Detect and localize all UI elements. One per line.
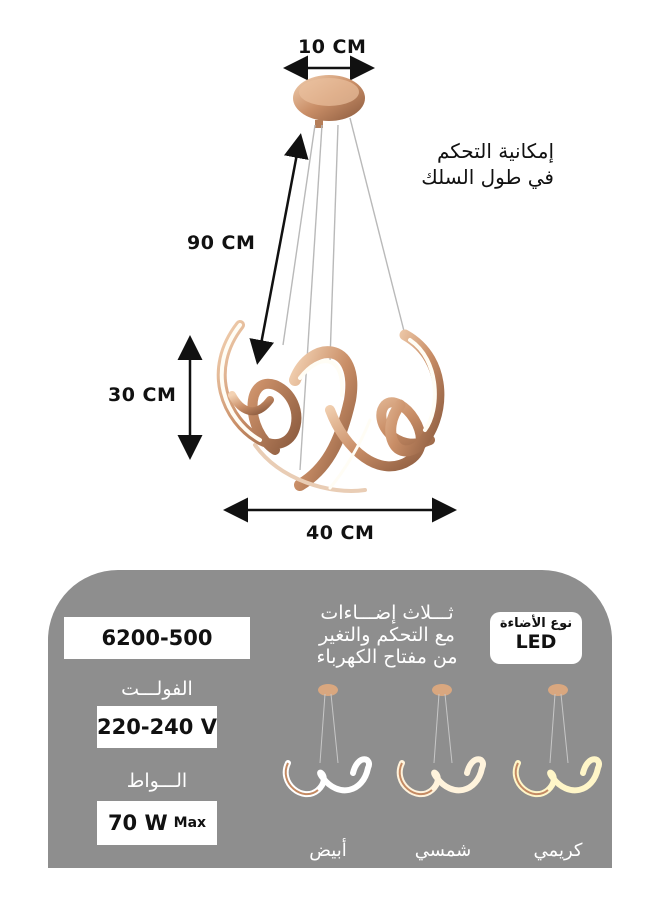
lighting-type-label: نوع الأضاءة	[499, 616, 573, 631]
diameter-label: 40 CM	[306, 522, 375, 544]
variant-thumb-white	[286, 684, 369, 794]
canopy	[293, 75, 365, 128]
light-modes-line2: مع التحكم والتغير	[319, 624, 455, 646]
model-number: 6200-500	[64, 617, 250, 659]
cable-length-arrow	[258, 138, 300, 360]
cable-adjust-note	[398, 138, 554, 190]
variant-label-sunlight: شمسي	[414, 840, 472, 861]
variant-thumb-sunlight	[400, 684, 483, 794]
lighting-type-value: LED	[515, 631, 557, 653]
canopy-width-label: 10 CM	[298, 36, 367, 58]
cable-adjust-note-line2: في طول السلك	[421, 165, 554, 189]
wattage-value	[97, 801, 217, 845]
variant-thumb-cream	[516, 684, 599, 794]
cable-adjust-note-line1: إمكانية التحكم	[436, 139, 554, 163]
variant-label-cream: كريمي	[533, 840, 583, 861]
wattage-label: الـــواط	[126, 770, 188, 792]
voltage-label: الفولـــت	[121, 678, 193, 700]
light-modes-line1: ثـــلاث إضـــاءات	[320, 602, 454, 624]
voltage-value: 220-240 V	[97, 706, 217, 748]
cable-length-label: 90 CM	[187, 232, 256, 254]
variant-thumbnails	[270, 678, 610, 818]
wattage-number: 70 W	[107, 811, 168, 835]
light-modes-line3: من مفتاح الكهرباء	[316, 646, 458, 668]
wattage-max: Max	[173, 815, 207, 831]
variant-label-white: أبيض	[309, 840, 347, 861]
chandelier-ribbons	[222, 325, 439, 491]
light-modes-text	[292, 602, 482, 668]
lighting-type-badge	[490, 612, 582, 664]
height-label: 30 CM	[108, 384, 177, 406]
